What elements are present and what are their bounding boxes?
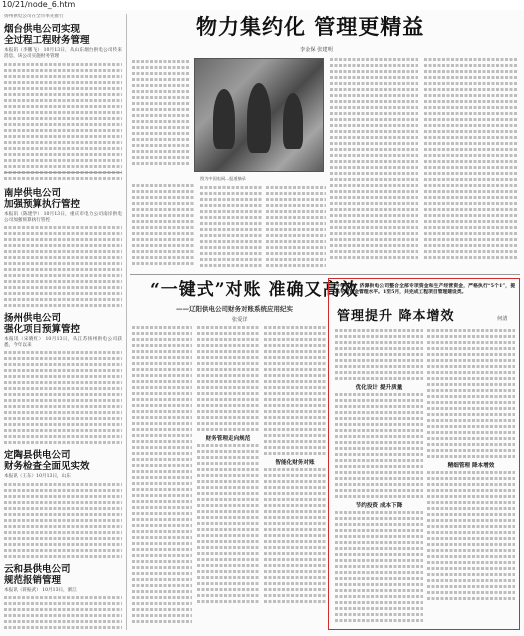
top-feature-col-5 [200,186,262,270]
section-divider [130,274,520,275]
article-body [4,483,122,558]
top-feature-title: 物力集约化 管理更精益 [196,14,425,39]
article-lead: 本报讯（王东）10月13日，山东 [4,474,71,480]
feature-photo [194,58,324,172]
left-article [4,24,122,179]
right-feature-intro: 今年以来，济源供电公司整合全部专项资金和生产经营资金，严格执行“5个1”，提高专项资金管理水平。1至5月，共完成工程项目管理建设类。 [335,283,515,296]
bottom-feature-col-1 [132,326,192,630]
left-article [4,450,122,557]
left-article [4,313,122,444]
column-divider [126,14,127,630]
bottom-feature-subtitle: ——辽阳供电公司财务对账系统应用纪实 [176,305,293,313]
newspaper-page [0,10,524,636]
article-title: 扬州供电公司 强化项目预算管控 [4,313,81,336]
section-heading: 财务管理走向规范 [205,436,251,442]
top-feature-col-3 [424,58,518,270]
left-article [4,188,122,307]
top-feature-byline: 李金保 张建明 [300,47,333,53]
article-title: 定陶县供电公司 财务检查全面见实效 [4,450,90,473]
article-title: 烟台供电公司实现 全过程工程财务管理 [4,24,90,47]
article-title: 云和县供电公司 规范报销管理 [4,563,71,586]
top-feature-lead [132,60,190,170]
top-feature-col-4 [132,184,194,270]
right-feature-title: 管理提升 降本增效 [337,309,455,324]
highlighted-article [328,278,520,630]
article-lead: 本报讯（宋晓红） 10月13日，从江苏扬州供电公司获悉，今年以来 [4,337,122,349]
article-lead: 本报讯（李鹏飞） 10月13日，从山东烟台供电公司传来消息，该公司实施财务管理 [4,48,122,60]
right-feature-byline: 何清 [497,316,508,322]
article-body [4,63,122,180]
left-column [4,14,122,630]
section-heading: 精细管理 降本增效 [447,463,495,469]
article-body [4,226,122,307]
bottom-feature-col-2 [197,326,259,630]
article-body [4,596,122,630]
article-title: 南岸供电公司 加强预算执行管控 [4,187,81,210]
top-feature-col-6 [266,186,326,270]
masthead-slogan: 扬州供电公司在全市率先推行 [4,14,64,19]
browser-url: 10/21/node_6.htm [0,0,524,10]
right-feature-col-1 [335,329,423,625]
left-article [4,564,122,630]
bottom-feature-byline: 张爱洋 [232,317,248,323]
article-body [4,351,122,444]
article-lead: 本报讯（蒋振武） 10月13日，浙江 [4,587,77,593]
section-heading: 优化设计 提升质量 [355,385,403,391]
right-feature-col-2 [427,329,515,625]
article-lead: 本报讯（陈建学） 10月13日，重庆市电力公司南岸供电公司加强预算执行管控 [4,211,122,223]
photo-caption: 图为中国电网...报道摘录 [200,176,246,181]
bottom-feature-title: “一键式”对账 准确又高效 [150,280,359,300]
section-heading: 节约投资 成本下降 [355,503,403,509]
top-feature-col-2 [330,58,418,270]
bottom-feature-col-3 [264,326,326,630]
section-heading: 智能化财务对账 [275,460,315,466]
